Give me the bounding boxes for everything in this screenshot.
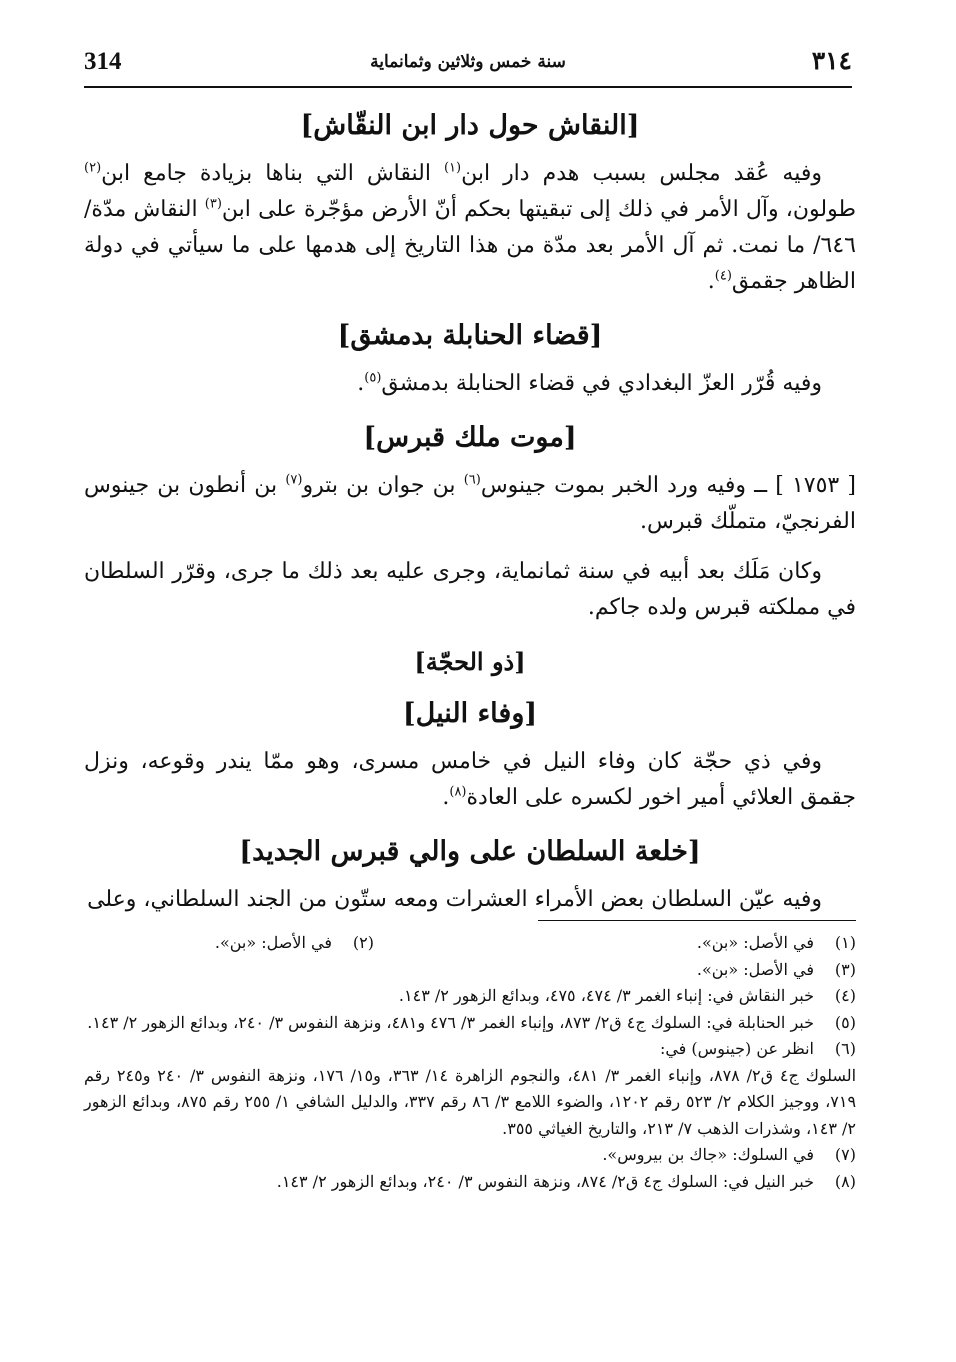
paragraph: وفي ذي حجّة كان وفاء النيل في خامس مسرى، وهو ممّا يندر وقوعه، ونزل جقمق العلائي أمير اخور لكسره على العادة$^{(٨)}$. [84,749,856,810]
footnote-text: خبر الحنابلة في: السلوك ج٤ ق٢/ ٨٧٣، وإنباء الغمر ٣/ ٤٧٦ و٤٨١، ونزهة النفوس ٣/ ٢٤٠، وبدائع الزهور ٢/ ١٤٣. [87,1012,814,1032]
footnote-text: انظر عن (جينوس) في: [659,1039,814,1058]
page-number-arabic: ٣١٤ [811,46,852,75]
section-heading: [خلعة السلطان على والي قبرس الجديد] [239,836,701,867]
footnote-ref[interactable]: (٢) [84,160,102,176]
section-heading: [قضاء الحنابلة بدمشق] [337,320,603,351]
paragraph: وفيه عيّن السلطان بعض الأمراء العشرات ومعه ستّون من الجند السلطاني، وعلى [87,887,822,912]
paragraph: وفيه قُرّر العزّ البغدادي في قضاء الحنابلة بدمشق$^{(٥)}$. [357,370,822,396]
footnote-text: في الأصل: «بن». [214,933,332,952]
running-title: سنة خمس وثلاثين وثمانماية [370,52,566,72]
month-heading: [ذو الحجّة] [414,647,526,676]
paragraph: [ ١٧٥٣ ] ــ وفيه ورد الخبر بموت جينوس$^{(٦)}$ بن جوان بن بترو$^{(٧)}$ بن أنطون بن جينوس الفرنجيّ، متملّك قبرس. [84,472,856,534]
footnote-text: في الأصل: «بن». [696,933,814,952]
footnote-text: في الأصل: «بن». [696,959,814,979]
main-text [84,104,856,932]
footnote-number: (٣) [834,959,856,979]
footnote-ref[interactable]: (٤) [714,268,732,284]
section-heading: [النقاش حول دار ابن النقّاش] [300,110,640,141]
paragraph: وفيه عُقد مجلس بسبب هدم دار ابن$^{(١)}$ النقاش التي بناها بزيادة جامع ابن$^{(٢)}$ طولون، وآل الأمر في ذلك إلى تبقيتها بحكم أنّ الأرض مؤجّرة على ابن$^{(٣)}$ النقاش مدّة/ ٦٤٦/ ما نمت. ثم آل الأمر بعد مدّة من هذا التاريخ إلى هدمها على ما سيأتي في دولة الظاهر جقمق$^{(٤)}$. [84,160,856,294]
footnote-ref[interactable]: (٨) [449,784,467,800]
footnote [84,957,856,984]
footnote-ref[interactable]: (١) [443,160,462,176]
footnote [84,1169,856,1196]
footnote [84,930,374,957]
footnote-number: (٢) [352,933,374,952]
footnote-divider [538,920,856,921]
footnote-text: السلوك ج٤ ق٢/ ٨٧٨، وإنباء الغمر ٣/ ٤٨١، والنجوم الزاهرة ١٤/ ٣٦٣، و١٥/ ١٧٦، ونزهة النفوس ٣/ ٢٤٠ و٢٤٥ رقم ٧١٩، ووجيز الكلام ٢/ ٥٢٣ رقم ١٢٠٢، والضوء اللامع ٣/ ٨٦ رقم ٣٣٧، والدليل الشافي ١/ ٢٥٥ رقم ٨٧٥، وبدائع الزهور ٢/ ١٤٣، وشذرات الذهب ٧/ ٢١٣، والتاريخ الغياثي ٣٥٥. [84,1065,857,1138]
footnote-number: (٤) [834,986,856,1005]
footnote-number: (٨) [834,1171,856,1191]
page-header [84,40,852,88]
footnote [84,983,856,1010]
footnote [84,1142,856,1169]
footnote-continuation [84,1063,856,1143]
footnote-text: خبر النيل في: السلوك ج٤ ق٢/ ٨٧٤، ونزهة النفوس ٣/ ٢٤٠، وبدائع الزهور ٢/ ١٤٣. [276,1171,814,1191]
footnote-number: (١) [834,933,856,952]
footnote-ref[interactable]: (٧) [285,472,303,488]
footnote-ref[interactable]: (٦) [463,472,481,488]
section-heading: [موت ملك قبرس] [363,422,577,453]
footnote-number: (٦) [834,1039,856,1058]
footnote-ref[interactable]: (٥) [364,370,382,386]
footnote [84,1036,856,1063]
footnote-ref[interactable]: (٣) [204,196,222,212]
footnote-row [84,930,856,957]
footnote [84,1010,856,1037]
footnote-number: (٥) [834,1012,856,1032]
footnote-text: خبر النقاش في: إنباء الغمر ٣/ ٤٧٤، ٤٧٥، وبدائع الزهور ٢/ ١٤٣. [398,986,814,1005]
footnote-text: في السلوك: «جاك بن بيروس». [602,1145,814,1164]
footnote [374,930,856,957]
footnotes [84,930,856,1195]
footnote-number: (٧) [834,1145,856,1164]
paragraph: وكان مَلَك بعد أبيه في سنة ثمانماية، وجرى عليه بعد ذلك ما جرى، وقرّر السلطان في مملكته قبرس ولده جاكم. [84,559,856,620]
page-number-latin: 314 [84,48,122,75]
section-heading: [وفاء النيل] [402,698,538,729]
